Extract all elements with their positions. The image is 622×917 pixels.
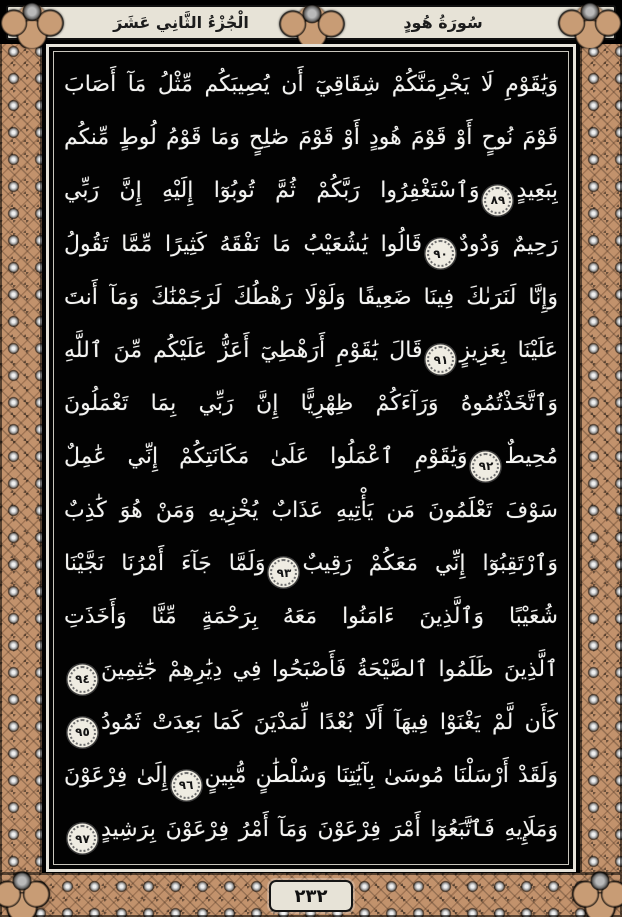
ayah-line — [64, 430, 558, 483]
top-center-floral-ornament — [272, 0, 352, 46]
ayah-text: وَيَٰقَوْمِ ٱعْمَلُوا عَلَىٰ مَكَانَتِكُمْ إِنِّي عَٰمِلٌ — [64, 444, 468, 470]
ayah-text: إِلَىٰ فِرْعَوْنَ — [64, 763, 168, 789]
quran-text-frame — [46, 44, 576, 872]
ayah-text: قَالُوا يَٰشُعَيْبُ مَا نَفْقَهُ كَثِيرًا مِّمَّا تَقُولُ — [64, 231, 423, 257]
ayah-line — [64, 803, 558, 856]
ayah-text: وَٱرْتَقِبُوٓا إِنِّي مَعَكُمْ رَقِيبٌ — [302, 550, 558, 576]
ayah-line — [64, 696, 558, 749]
ayah-text: رَحِيمٌ وَدُودٌ — [459, 231, 558, 257]
corner-ornament-bottom-right — [570, 863, 622, 917]
ayah-end-medallion: ٩٢ — [472, 453, 499, 480]
ayah-line — [64, 111, 558, 164]
juz-name-cartouche — [66, 7, 296, 37]
ayah-end-medallion: ٩٣ — [270, 559, 297, 586]
ayah-line — [64, 218, 558, 271]
surah-name-label: سُورَةُ هُودٍ — [403, 12, 483, 32]
ayah-end-medallion: ٩٦ — [173, 772, 200, 799]
page-number-label: ٢٣٢ — [294, 885, 328, 907]
quran-text-area — [53, 51, 569, 865]
surah-name-cartouche — [328, 7, 558, 37]
ayah-end-medallion: ٩٤ — [69, 666, 96, 693]
ayah-text: قَالَ يَٰقَوْمِ أَرَهْطِيٓ أَعَزُّ عَلَيْكُم مِّنَ ٱللَّهِ — [64, 337, 423, 363]
bottom-border-ornament — [0, 873, 622, 917]
corner-ornament-top-left — [0, 0, 70, 48]
left-border-ornament — [0, 38, 42, 874]
ayah-text: شُعَيْبًا وَٱلَّذِينَ ءَامَنُوا مَعَهُ بِرَحْمَةٍ مِّنَّا وَأَخَذَتِ — [64, 603, 558, 629]
ayah-end-medallion: ٩١ — [427, 346, 454, 373]
ayah-text: وَيَٰقَوْمِ لَا يَجْرِمَنَّكُمْ شِقَاقِيٓ أَن يُصِيبَكُم مِّثْلُ مَآ أَصَابَ — [64, 72, 558, 97]
ayah-lines — [64, 58, 558, 856]
ayah-line — [64, 324, 558, 377]
ayah-line — [64, 271, 558, 324]
ayah-text: عَلَيْنَا بِعَزِيزٍ — [459, 337, 558, 363]
ayah-text: وَلَمَّا جَآءَ أَمْرُنَا نَجَّيْنَا — [64, 550, 266, 576]
ayah-line — [64, 590, 558, 643]
ayah-text: وَإِنَّا لَنَرَىٰكَ فِينَا ضَعِيفًا وَلَوْلَا رَهْطُكَ لَرَجَمْنَٰكَ وَمَآ أَنتَ — [64, 284, 558, 310]
ayah-end-medallion: ٩٠ — [427, 240, 454, 267]
ayah-text: سَوْفَ تَعْلَمُونَ مَن يَأْتِيهِ عَذَابٌ يُخْزِيهِ وَمَنْ هُوَ كَٰذِبٌ — [64, 497, 558, 523]
ayah-line — [64, 484, 558, 537]
ayah-text: قَوْمَ نُوحٍ أَوْ قَوْمَ هُودٍ أَوْ قَوْمَ صَٰلِحٍ وَمَا قَوْمُ لُوطٍ مِّنكُم — [64, 125, 558, 151]
ayah-text: وَمَلَإِيهِ فَٱتَّبَعُوٓا أَمْرَ فِرْعَوْنَ وَمَآ أَمْرُ فِرْعَوْنَ بِرَشِيدٍ — [101, 816, 558, 842]
ayah-text: وَٱسْتَغْفِرُوا رَبَّكُمْ ثُمَّ تُوبُوٓا إِلَيْهِ إِنَّ رَبِّي — [64, 178, 480, 204]
ayah-end-medallion: ٩٥ — [69, 719, 96, 746]
page-number-cartouche — [269, 880, 353, 912]
ayah-text: وَٱتَّخَذْتُمُوهُ وَرَآءَكُمْ ظِهْرِيًّا إِنَّ رَبِّي بِمَا تَعْمَلُونَ — [64, 391, 558, 417]
corner-ornament-top-right — [552, 0, 622, 48]
ayah-line — [64, 377, 558, 430]
juz-name-label: الْجُزْءُ الثَّانِي عَشَرَ — [113, 12, 249, 32]
ayah-text: ٱلَّذِينَ ظَلَمُوا ٱلصَّيْحَةُ فَأَصْبَحُوا فِي دِيَٰرِهِمْ جَٰثِمِينَ — [101, 657, 558, 683]
ayah-text: مُحِيطٌ — [504, 444, 558, 470]
corner-ornament-bottom-left — [0, 863, 52, 917]
ayah-text: كَأَن لَّمْ يَغْنَوْا فِيهَآ أَلَا بُعْدًا لِّمَدْيَنَ كَمَا بَعِدَتْ ثَمُودُ — [101, 710, 558, 736]
ayah-line — [64, 58, 558, 111]
ayah-line — [64, 537, 558, 590]
ayah-end-medallion: ٩٧ — [69, 825, 96, 852]
ayah-end-medallion: ٨٩ — [484, 187, 511, 214]
right-border-ornament — [580, 38, 622, 874]
ayah-text: بِبَعِيدٍ — [516, 178, 558, 204]
top-border-ornament — [0, 0, 622, 44]
ayah-line — [64, 749, 558, 802]
ayah-line — [64, 164, 558, 217]
ayah-line — [64, 643, 558, 696]
ayah-text: وَلَقَدْ أَرْسَلْنَا مُوسَىٰ بِآيَٰتِنَا وَسُلْطَٰنٍ مُّبِينٍ — [204, 763, 558, 789]
